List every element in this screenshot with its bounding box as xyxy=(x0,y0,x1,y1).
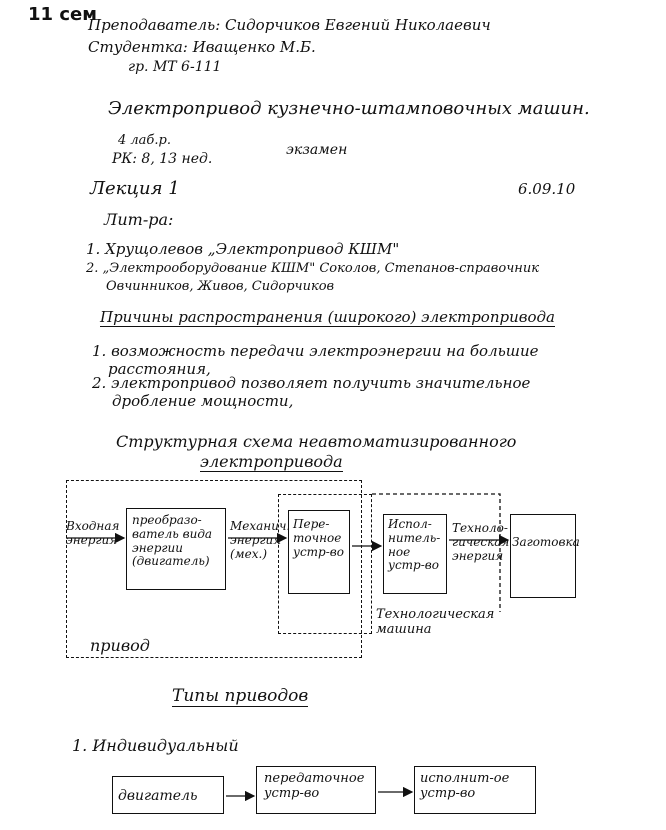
group-line: гр. МТ 6-111 xyxy=(128,59,222,75)
motor-label: двигатель xyxy=(118,788,198,804)
lecture-date: 6.09.10 xyxy=(518,180,576,198)
scheme-heading-line-1: Структурная схема неавтоматизированного xyxy=(116,432,517,451)
course-control: РК: 8, 13 нед. xyxy=(112,151,213,167)
course-exam: экзамен xyxy=(286,142,348,158)
reason-2-line-2: дробление мощности, xyxy=(112,392,294,410)
machine-label: Технологическая машина xyxy=(376,607,495,637)
page-mark: 11 сем xyxy=(28,4,97,25)
reason-2-line-1: 2. электропривод позволяет получить значительное xyxy=(92,374,531,392)
machine-frame-right xyxy=(372,494,500,612)
mech-energy-label: Механич. энергия (мех.) xyxy=(230,519,291,561)
transmission-label: Пере- точное устр-во xyxy=(293,517,345,559)
course-title: Электропривод кузнечно-штамповочных машин. xyxy=(108,98,590,119)
types-item-1: 1. Индивидуальный xyxy=(72,736,239,755)
lecture-title: Лекция 1 xyxy=(90,178,180,199)
reasons-heading: Причины распространения (широкого) электропривода xyxy=(100,308,555,326)
workpiece-label: Заготовка xyxy=(512,535,580,549)
reason-1-line-1: 1. возможность передачи электроэнергии на большие xyxy=(92,342,539,360)
literature-item-2: 2. „Электрооборудование КШМ" Соколов, Степанов-справочник xyxy=(86,261,539,276)
literature-item-1: 1. Хрущолевов „Электропривод КШМ" xyxy=(86,240,400,258)
types-actuator-label: исполнит-ое устр-во xyxy=(420,771,510,801)
drive-label: привод xyxy=(90,636,150,655)
input-energy-label: Входная энергия xyxy=(66,519,120,547)
scheme-heading-line-2: электропривода xyxy=(200,452,343,471)
course-hours: 4 лаб.р. xyxy=(118,133,171,148)
reason-1-line-2: расстояния, xyxy=(108,360,211,378)
student-line: Студентка: Иващенко М.Б. xyxy=(88,38,316,56)
types-heading: Типы приводов xyxy=(172,686,309,706)
literature-item-3: Овчинников, Живов, Сидорчиков xyxy=(106,279,335,294)
converter-label: преобразо- ватель вида энергии (двигатель) xyxy=(132,513,213,569)
actuator-label: Испол- нитель- ное устр-во xyxy=(388,517,441,573)
literature-label: Лит-ра: xyxy=(104,210,174,229)
teacher-line: Преподаватель: Сидорчиков Евгений Николаевич xyxy=(88,16,491,34)
types-transmission-label: передаточное устр-во xyxy=(264,771,365,801)
tech-energy-label: Техноло- гическая энергия xyxy=(452,521,510,563)
